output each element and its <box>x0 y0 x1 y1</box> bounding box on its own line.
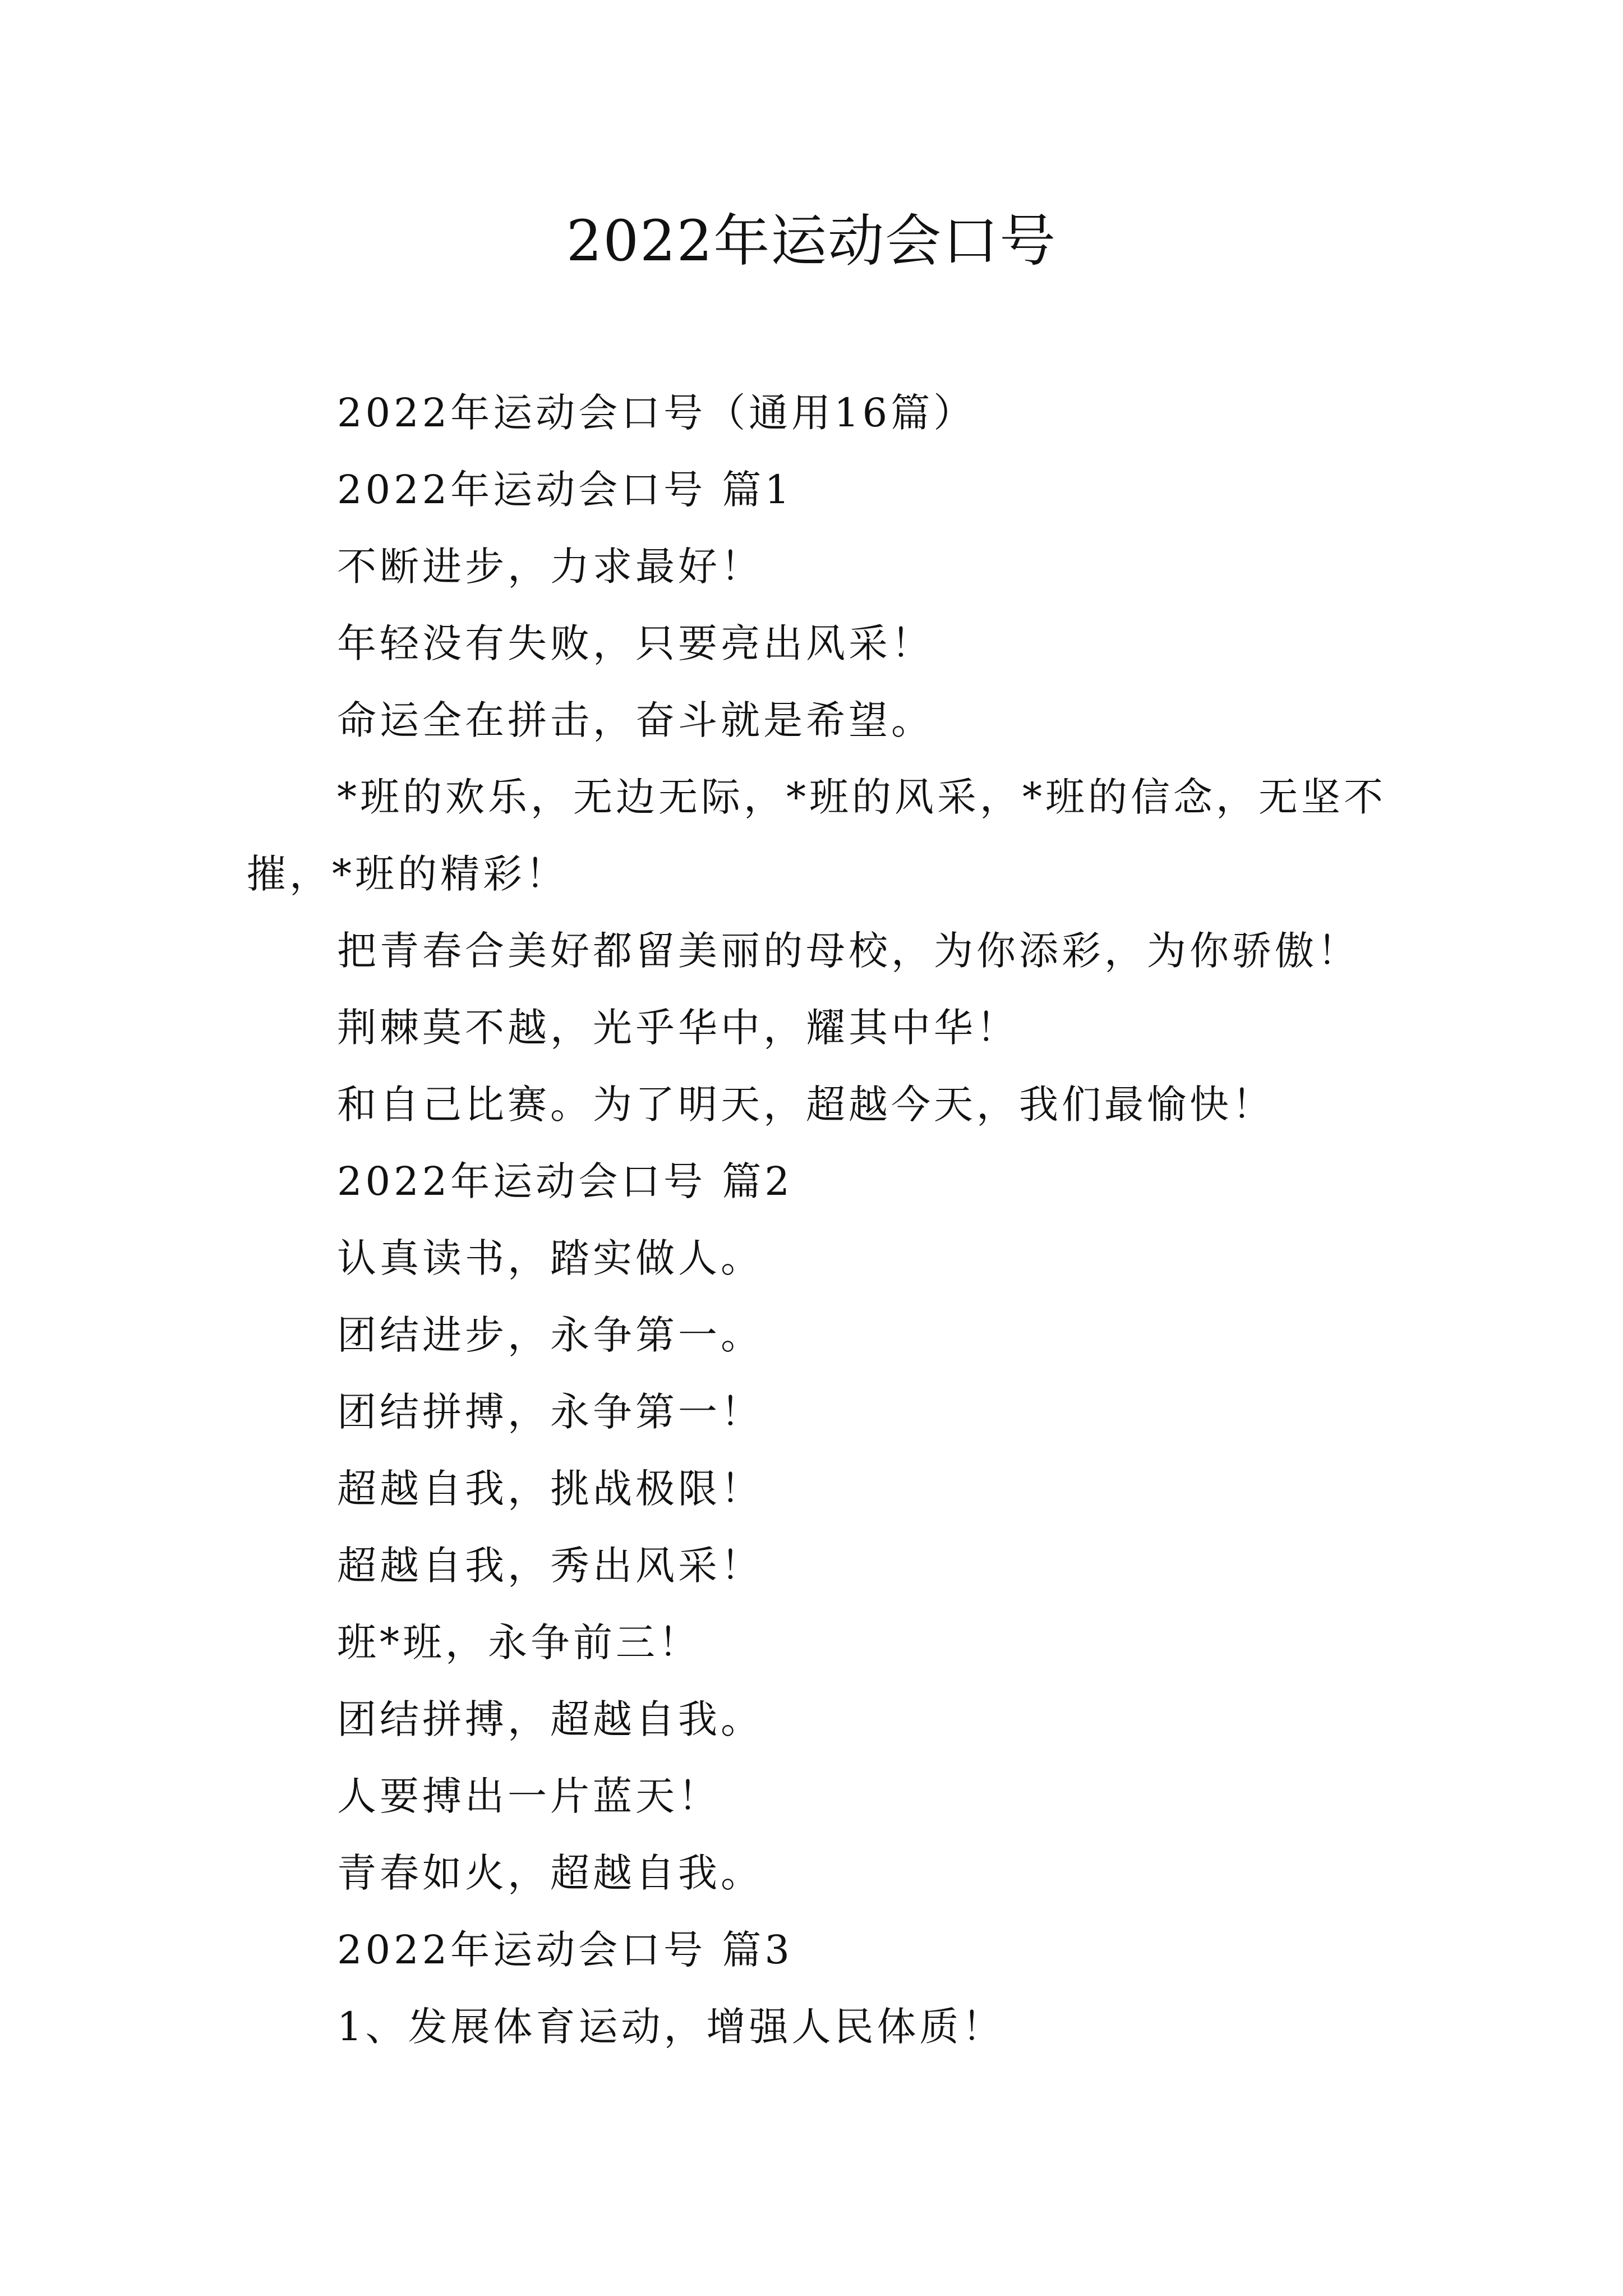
section-heading: 2022年运动会口号 篇3 <box>337 1927 793 1973</box>
paragraph: 命运全在拼击，奋斗就是希望。 <box>337 697 934 743</box>
paragraph: 1、发展体育运动，增强人民体质！ <box>337 2004 1005 2050</box>
paragraph: 人要搏出一片蓝天！ <box>337 1773 721 1819</box>
paragraph: 团结拼搏，永争第一！ <box>337 1389 763 1435</box>
paragraph: 和自己比赛。为了明天，超越今天，我们最愉快！ <box>337 1082 1275 1128</box>
section-heading: 2022年运动会口号 篇2 <box>337 1158 793 1204</box>
paragraph: 青春如火，超越自我。 <box>337 1850 763 1896</box>
paragraph: 把青春合美好都留美丽的母校，为你添彩，为你骄傲！ <box>337 928 1360 974</box>
paragraph: 班*班，永争前三！ <box>337 1619 701 1665</box>
paragraph: 不断进步，力求最好！ <box>337 544 763 590</box>
section-heading: 2022年运动会口号 篇1 <box>337 467 793 513</box>
paragraph: 超越自我，挑战极限！ <box>337 1466 763 1512</box>
paragraph: 团结拼搏，超越自我。 <box>337 1696 763 1742</box>
document-body <box>247 375 1387 2065</box>
paragraph: 2022年运动会口号（通用16篇） <box>337 390 976 436</box>
paragraph: 超越自我，秀出风采！ <box>337 1543 763 1589</box>
paragraph: 荆棘莫不越，光乎华中，耀其中华！ <box>337 1005 1019 1051</box>
paragraph: 认真读书，踏实做人。 <box>337 1235 763 1281</box>
paragraph: *班的欢乐，无边无际，*班的风采，*班的信念，无坚不摧，*班的精彩！ <box>247 774 1386 897</box>
document-title: 2022年运动会口号 <box>566 208 1057 274</box>
paragraph: 年轻没有失败，只要亮出风采！ <box>337 620 934 666</box>
paragraph: 团结进步，永争第一。 <box>337 1312 763 1358</box>
